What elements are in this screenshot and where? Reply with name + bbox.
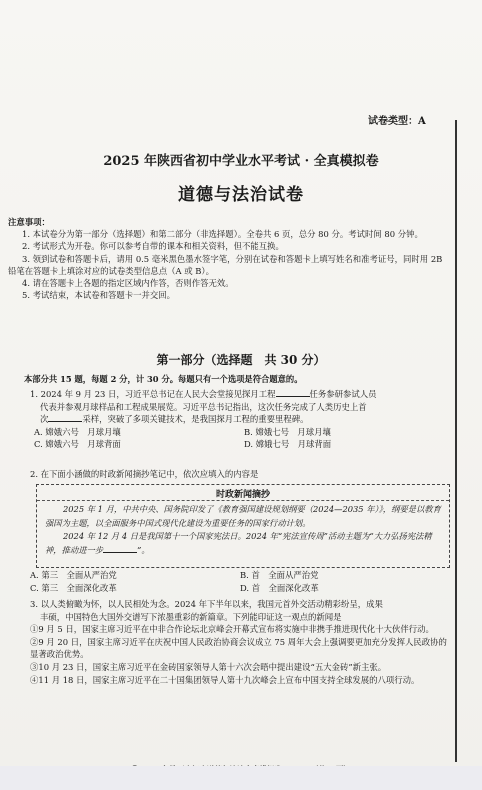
q1-option-c: C. 嫦娥六号 月球背面 xyxy=(34,439,121,450)
exam-title: 2025 年陕西省初中学业水平考试 · 全真模拟卷 xyxy=(103,154,379,169)
answer-blank xyxy=(103,544,137,553)
q1-line3a: 次 xyxy=(40,414,49,425)
note-item: 2. 考试形式为开卷。你可以参考自带的课本和相关资料，但不能互换。 xyxy=(22,241,284,252)
q1-line3b: 采样，突破了多项关键技术，是我国探月工程的重要里程碑。 xyxy=(82,414,309,425)
q1-option-b: B. 嫦娥七号 月球月壤 xyxy=(244,426,331,437)
part1-title: 第一部分（选择题 共 30 分） xyxy=(156,353,326,367)
q2-option-a: A. 第三 全面从严治党 xyxy=(30,570,117,580)
news-paragraph-2-end: ”。 xyxy=(137,544,150,555)
exam-subtitle: 道德与法治试卷 xyxy=(178,185,304,205)
binding-rule xyxy=(455,120,457,762)
q1-line2: 代表并参观月球样品和工程成果展览。习近平总书记指出，这次任务完成了人类历史上首 xyxy=(40,401,367,412)
q3-item-3: ③10 月 23 日，国家主席习近平在金砖国家领导人第十六次会晤中提出建设“五大金砖”新主张。 xyxy=(30,661,387,672)
exam-type-label: 试卷类型：A xyxy=(368,116,426,127)
note-item: 4. 请在答题卡上各题的指定区域内作答，否则作答无效。 xyxy=(22,278,234,289)
question-3 xyxy=(30,598,450,686)
bottom-band xyxy=(0,766,482,790)
q3-item-1: ①9 月 5 日，国家主席习近平在中非合作论坛北京峰会开幕式宣布将实施中非携手推进现代化十大伙伴行动。 xyxy=(30,624,434,635)
q2-option-b: B. 首 全面从严治党 xyxy=(240,570,319,580)
q1-option-d: D. 嫦娥七号 月球背面 xyxy=(244,439,332,450)
q1-option-a: A. 嫦娥六号 月球月壤 xyxy=(34,426,121,437)
news-excerpt-box xyxy=(36,484,450,568)
q3-stem-1: 3. 以人类俯瞰为怀，以人民相处为念。2024 年下半年以来，我国元首外交活动精彩纷呈，成果 xyxy=(30,599,383,609)
part1-description: 本部分共 15 题，每题 2 分，计 30 分。每题只有一个选项是符合题意的。 xyxy=(24,374,303,384)
note-item: 3. 领到试卷和答题卡后，请用 0.5 毫米黑色墨水签字笔，分别在试卷和答题卡上填写姓名和准考证号，同时用 2B 铅笔在答题卡上填涂对应的试卷类型信息点（A 或 B）。 xyxy=(8,253,443,276)
q3-item-2: ②9 月 20 日，国家主席习近平在庆祝中国人民政治协商会议成立 75 周年大会上强调要更加充分发挥人民政协的显著政治优势。 xyxy=(30,636,447,660)
answer-blank xyxy=(48,413,82,422)
q1-options xyxy=(30,426,450,451)
q1-line1: 1. 2024 年 9 月 23 日，习近平总书记在人民大会堂接见探月工程 xyxy=(30,389,276,399)
notes-section xyxy=(8,216,448,301)
question-1 xyxy=(30,388,450,451)
q3-item-4: ④11 月 18 日，国家主席习近平在二十国集团领导人第十九次峰会上宣布中国支持全球发展的八项行动。 xyxy=(30,674,420,685)
note-item: 1. 本试卷分为第一部分（选择题）和第二部分（非选择题）。全卷共 6 页，总分 80 分。考试时间 80 分钟。 xyxy=(22,229,423,240)
q2-option-c: C. 第三 全面深化改革 xyxy=(30,582,117,593)
notes-heading: 注意事项： xyxy=(8,217,50,227)
news-excerpt-title: 时政新闻摘抄 xyxy=(215,490,270,500)
news-paragraph-2: 2024 年 12 月 4 日是我国第十一个国家宪法日。2024 年“宪法宣传周”活动主题为“大力弘扬宪法精神，推动进一步 xyxy=(45,531,432,555)
q3-stem-2: 丰硕，中国特色大国外交谱写下浓墨重彩的新篇章。下列能印证这一观点的新闻是 xyxy=(40,611,342,622)
q2-options xyxy=(30,569,450,594)
news-excerpt-body xyxy=(45,503,443,557)
q1-line1b: 任务参研参试人员 xyxy=(309,389,377,399)
news-paragraph-1: 2025 年 1 月，中共中央、国务院印发了《教育强国建设规划纲要（2024—2035 年）》，纲要是以教育强国为主题，以全面服务中国式现代化建设为重要任务的国家行动计划。 xyxy=(45,504,441,528)
q2-stem: 2. 在下面小涵做的时政新闻摘抄笔记中，依次应填入的内容是 xyxy=(30,469,259,479)
answer-blank xyxy=(276,388,310,397)
box-divider xyxy=(37,500,449,501)
note-item: 5. 考试结束，本试卷和答题卡一并交回。 xyxy=(22,290,176,301)
q2-option-d: D. 首 全面深化改革 xyxy=(240,582,319,593)
question-2-options xyxy=(30,569,450,594)
